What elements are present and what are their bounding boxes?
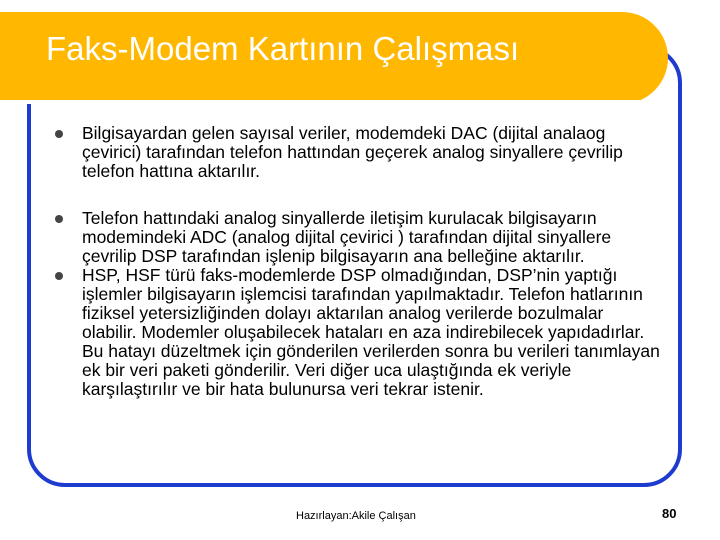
bullet-text: Bilgisayardan gelen sayısal veriler, modemdeki DAC (dijital analaog çevirici) tarafından telefon hattından geçerek analog sinyallere çevrilip telefon hattına aktarılır. [82, 123, 623, 181]
bullet-item [48, 124, 660, 181]
bullet-dot-icon [55, 130, 63, 138]
bullet-text: HSP, HSF türü faks-modemlerde DSP olmadığından, DSP’nin yaptığı işlemler bilgisayarın işlemcisi tarafından yapılmaktadır. Telefon hatlarının fiziksel yetersizliğinden dolayı aktarılan analog verilerde bozulmalar olabilir. Modemler oluşabilecek hataları en aza indirebilecek yapıdadırlar. Bu hatayı düzeltmek için gönderilen verilerden sonra bu verileri tanımlayan ek bir veri paketi gönderilir. Veri diğer uca ulaştığında ek veriyle karşılaştırılır ve bir hata bulunursa veri tekrar istenir. [82, 265, 660, 399]
bullet-item [48, 266, 660, 399]
page-number: 80 [662, 506, 677, 521]
title-underline [0, 100, 640, 104]
slide-title: Faks-Modem Kartının Çalışması [46, 30, 520, 67]
bullet-list [48, 124, 660, 399]
footer-author: Hazırlayan:Akile Çalışan [296, 510, 416, 522]
bullet-text: Telefon hattındaki analog sinyallerde iletişim kurulacak bilgisayarın modemindeki ADC (analog dijital çevirici ) tarafından dijital sinyallere çevrilip DSP tarafından işlenip bilgisayarın ana belleğine aktarılır. [82, 208, 612, 266]
bullet-dot-icon [55, 215, 63, 223]
bullet-dot-icon [55, 272, 63, 280]
bullet-item [48, 209, 660, 266]
